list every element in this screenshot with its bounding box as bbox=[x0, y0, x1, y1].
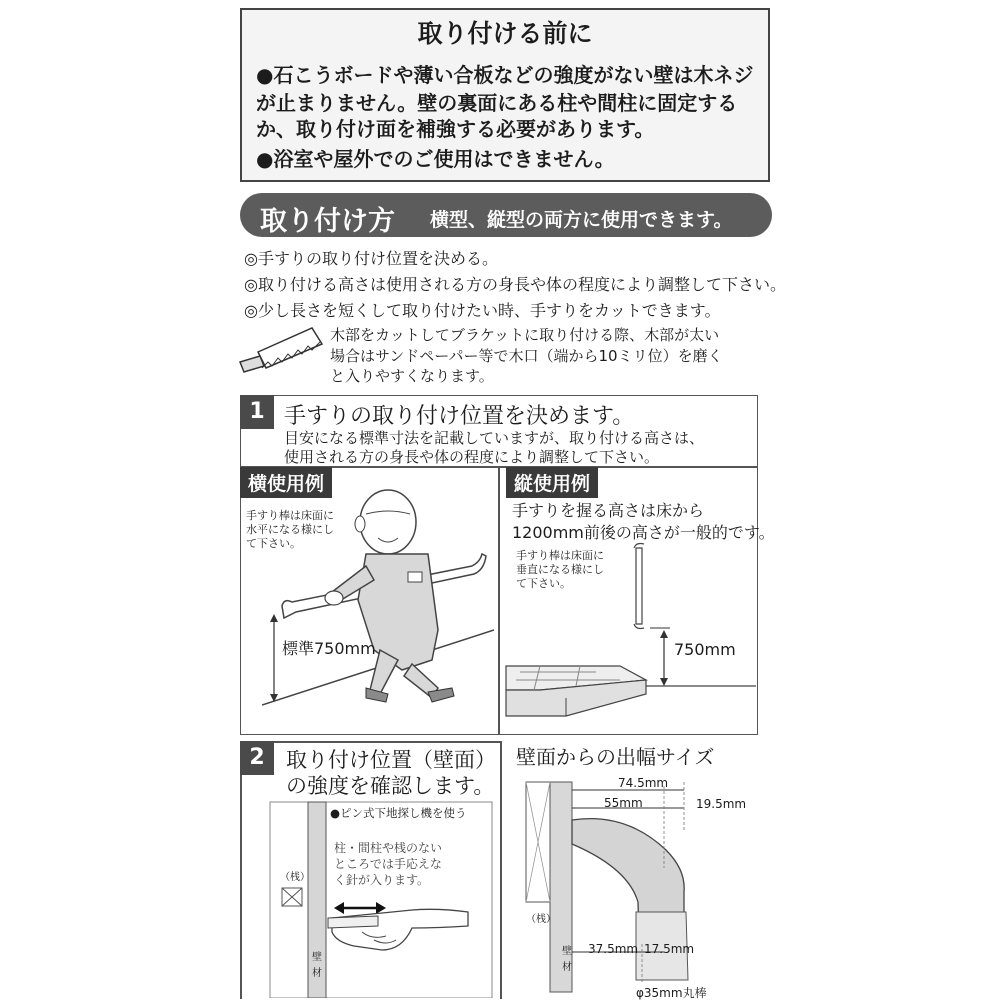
howto-item-3: ◎少し長さを短くして取り付けたい時、手すりをカットできます。 bbox=[244, 301, 721, 320]
dim-17-5: 17.5mm bbox=[644, 942, 695, 956]
saw-icon bbox=[238, 322, 324, 374]
cut-note-line-3: と入りやすくなります。 bbox=[330, 367, 494, 385]
pin-method-label: ●ピン式下地探し機を使う bbox=[330, 806, 467, 820]
vertical-example-label: 縦使用例 bbox=[506, 467, 598, 498]
step1-title: 手すりの取り付け位置を決めます。 bbox=[284, 404, 635, 429]
pin-note-1: 柱・間柱や桟のない bbox=[334, 841, 443, 855]
horizontal-note-3: て下さい。 bbox=[246, 537, 301, 550]
vertical-height-label: 750mm bbox=[674, 640, 736, 659]
step2-top-border bbox=[240, 741, 502, 743]
horizontal-note-1: 手すり棒は床面に bbox=[246, 509, 334, 522]
dim-wall-label-2: 材 bbox=[562, 962, 572, 973]
pin-detector-illustration bbox=[262, 800, 498, 998]
dim-19-5: 19.5mm bbox=[696, 797, 747, 811]
step2-right-border bbox=[500, 741, 502, 999]
notice-line-3: か、取り付け面を補強する必要があります。 bbox=[256, 117, 655, 141]
step2-wall-label-2: 材 bbox=[312, 968, 322, 979]
step1-desc-2: 使用される方の身長や体の程度により調整して下さい。 bbox=[284, 448, 660, 466]
notice-title: 取り付ける前に bbox=[417, 19, 593, 48]
cut-note-line-1: 木部をカットしてブラケットに取り付ける際、木部が太い bbox=[330, 326, 720, 344]
notice-line-4: ●浴室や屋外でのご使用はできません。 bbox=[256, 147, 615, 171]
vertical-text-2: 1200mm前後の高さが一般的です。 bbox=[512, 523, 775, 542]
dim-sam-label: （桟） bbox=[526, 914, 556, 925]
cut-note-line-2: 場合はサンドペーパー等で木口（端から10ミリ位）を磨く bbox=[330, 347, 723, 365]
vertical-text-1: 手すりを握る高さは床から bbox=[512, 501, 705, 520]
notice-line-1: ●石こうボードや薄い合板などの強度がない壁は木ネジ bbox=[256, 63, 754, 87]
vertical-rail-illustration bbox=[500, 540, 756, 734]
step1-desc-1: 目安になる標準寸法を記載していますが、取り付ける高さは、 bbox=[284, 429, 705, 447]
dim-37-5: 37.5mm bbox=[588, 942, 639, 956]
horizontal-example-label: 横使用例 bbox=[240, 467, 332, 498]
step2-number: 2 bbox=[240, 741, 274, 775]
step2-wall-label-1: 壁 bbox=[312, 952, 322, 963]
horizontal-height-label: 標準750mm bbox=[282, 639, 376, 658]
step2-sam-label: （桟） bbox=[280, 872, 310, 883]
dim-wall-label-1: 壁 bbox=[562, 946, 572, 957]
vertical-note-2: 垂直になる様にし bbox=[516, 563, 604, 576]
elderly-man-illustration bbox=[262, 480, 494, 730]
pin-note-2: ところでは手応えな bbox=[334, 857, 442, 871]
pin-note-3: く針が入ります。 bbox=[334, 873, 430, 887]
step2-left-border bbox=[240, 741, 242, 999]
step2-title-2: の強度を確認します。 bbox=[286, 774, 495, 798]
vertical-note-1: 手すり棒は床面に bbox=[516, 549, 604, 562]
howto-subtitle: 横型、縦型の両方に使用できます。 bbox=[430, 209, 733, 231]
howto-item-1: ◎手すりの取り付け位置を決める。 bbox=[244, 249, 498, 268]
notice-line-2: が止まりません。壁の裏面にある柱や間柱に固定する bbox=[256, 91, 738, 115]
dim-74-5: 74.5mm bbox=[618, 776, 669, 790]
step2-title-1: 取り付け位置（壁面） bbox=[286, 748, 496, 772]
vertical-note-3: て下さい。 bbox=[516, 577, 571, 590]
dimensions-title: 壁面からの出幅サイズ bbox=[516, 745, 715, 769]
step1-number: 1 bbox=[240, 395, 274, 429]
horizontal-note-2: 水平になる様にし bbox=[246, 523, 334, 536]
dim-55: 55mm bbox=[604, 796, 643, 810]
howto-title: 取り付け方 bbox=[260, 206, 395, 237]
dim-round-bar: φ35mm丸棒 bbox=[636, 986, 707, 1000]
howto-item-2: ◎取り付ける高さは使用される方の身長や体の程度により調整して下さい。 bbox=[244, 275, 786, 294]
